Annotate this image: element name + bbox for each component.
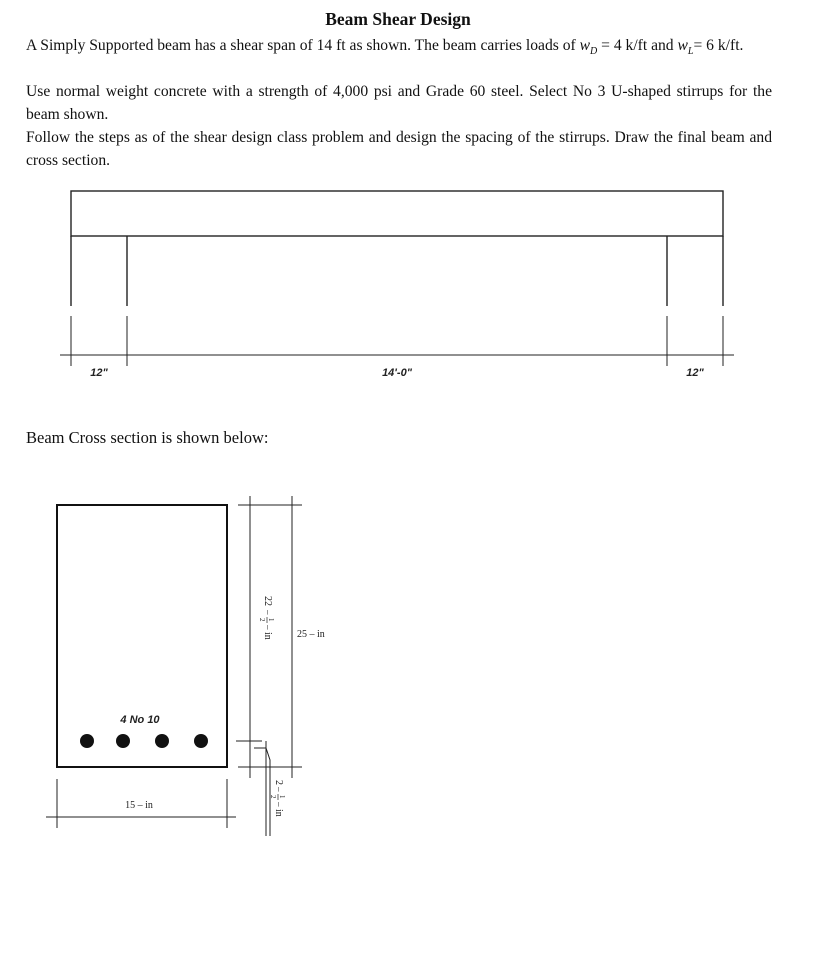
effective-depth-denominator: 2 [258,618,266,622]
cover-whole: 2 [273,780,284,785]
rebar-1 [80,734,94,748]
total-depth-label: 25 – in [297,629,325,640]
wl-subscript: L [687,46,694,58]
wl-value: = 6 k/ft. [693,37,744,54]
effective-depth-unit: in [262,632,273,640]
depth-dimension-lines [236,496,302,836]
effective-depth-numerator: 1 [267,618,275,622]
rebar-4 [194,734,208,748]
left-support-dimension-label: 12" [90,367,108,379]
rebar-group [80,734,208,748]
span-dimension-label: 14'-0" [382,367,412,379]
problem-paragraph-materials: Use normal weight concrete with a strength of 4,000 psi and Grade 60 steel. Select No 3 U-shaped stirrups for the beam shown. [26,83,772,123]
width-dimension-label: 15 – in [125,800,153,811]
cover-unit: in [273,809,284,817]
effective-depth-dash: – [263,610,273,615]
document-title: Beam Shear Design [325,9,471,29]
problem-paragraph-instructions: Follow the steps as of the shear design class problem and design the spacing of the stirrups. Draw the final beam and cross section. [26,129,772,169]
wd-value: = 4 k/ft and [597,37,678,54]
loads-intro-text: A Simply Supported beam has a shear span of 14 ft as shown. The beam carries loads of [26,37,580,54]
cover-dimension-label [269,780,286,817]
rebar-2 [116,734,130,748]
rebar-3 [155,734,169,748]
cover-dash: – [274,787,284,792]
effective-depth-label [258,596,275,640]
cross-section-outline [57,505,227,767]
wd-symbol: w [579,37,591,54]
cross-section-caption: Beam Cross section is shown below: [26,428,269,447]
wd-subscript: D [590,46,598,58]
cover-dash-2: – [274,802,284,807]
effective-depth-whole: 22 [262,596,273,606]
right-support-dimension-label: 12" [686,367,704,379]
wl-symbol: w [677,37,688,54]
cover-denominator: 2 [269,795,277,799]
effective-depth-dash-2: – [263,625,273,630]
cover-numerator: 1 [278,795,286,799]
rebar-label: 4 No 10 [120,714,160,726]
